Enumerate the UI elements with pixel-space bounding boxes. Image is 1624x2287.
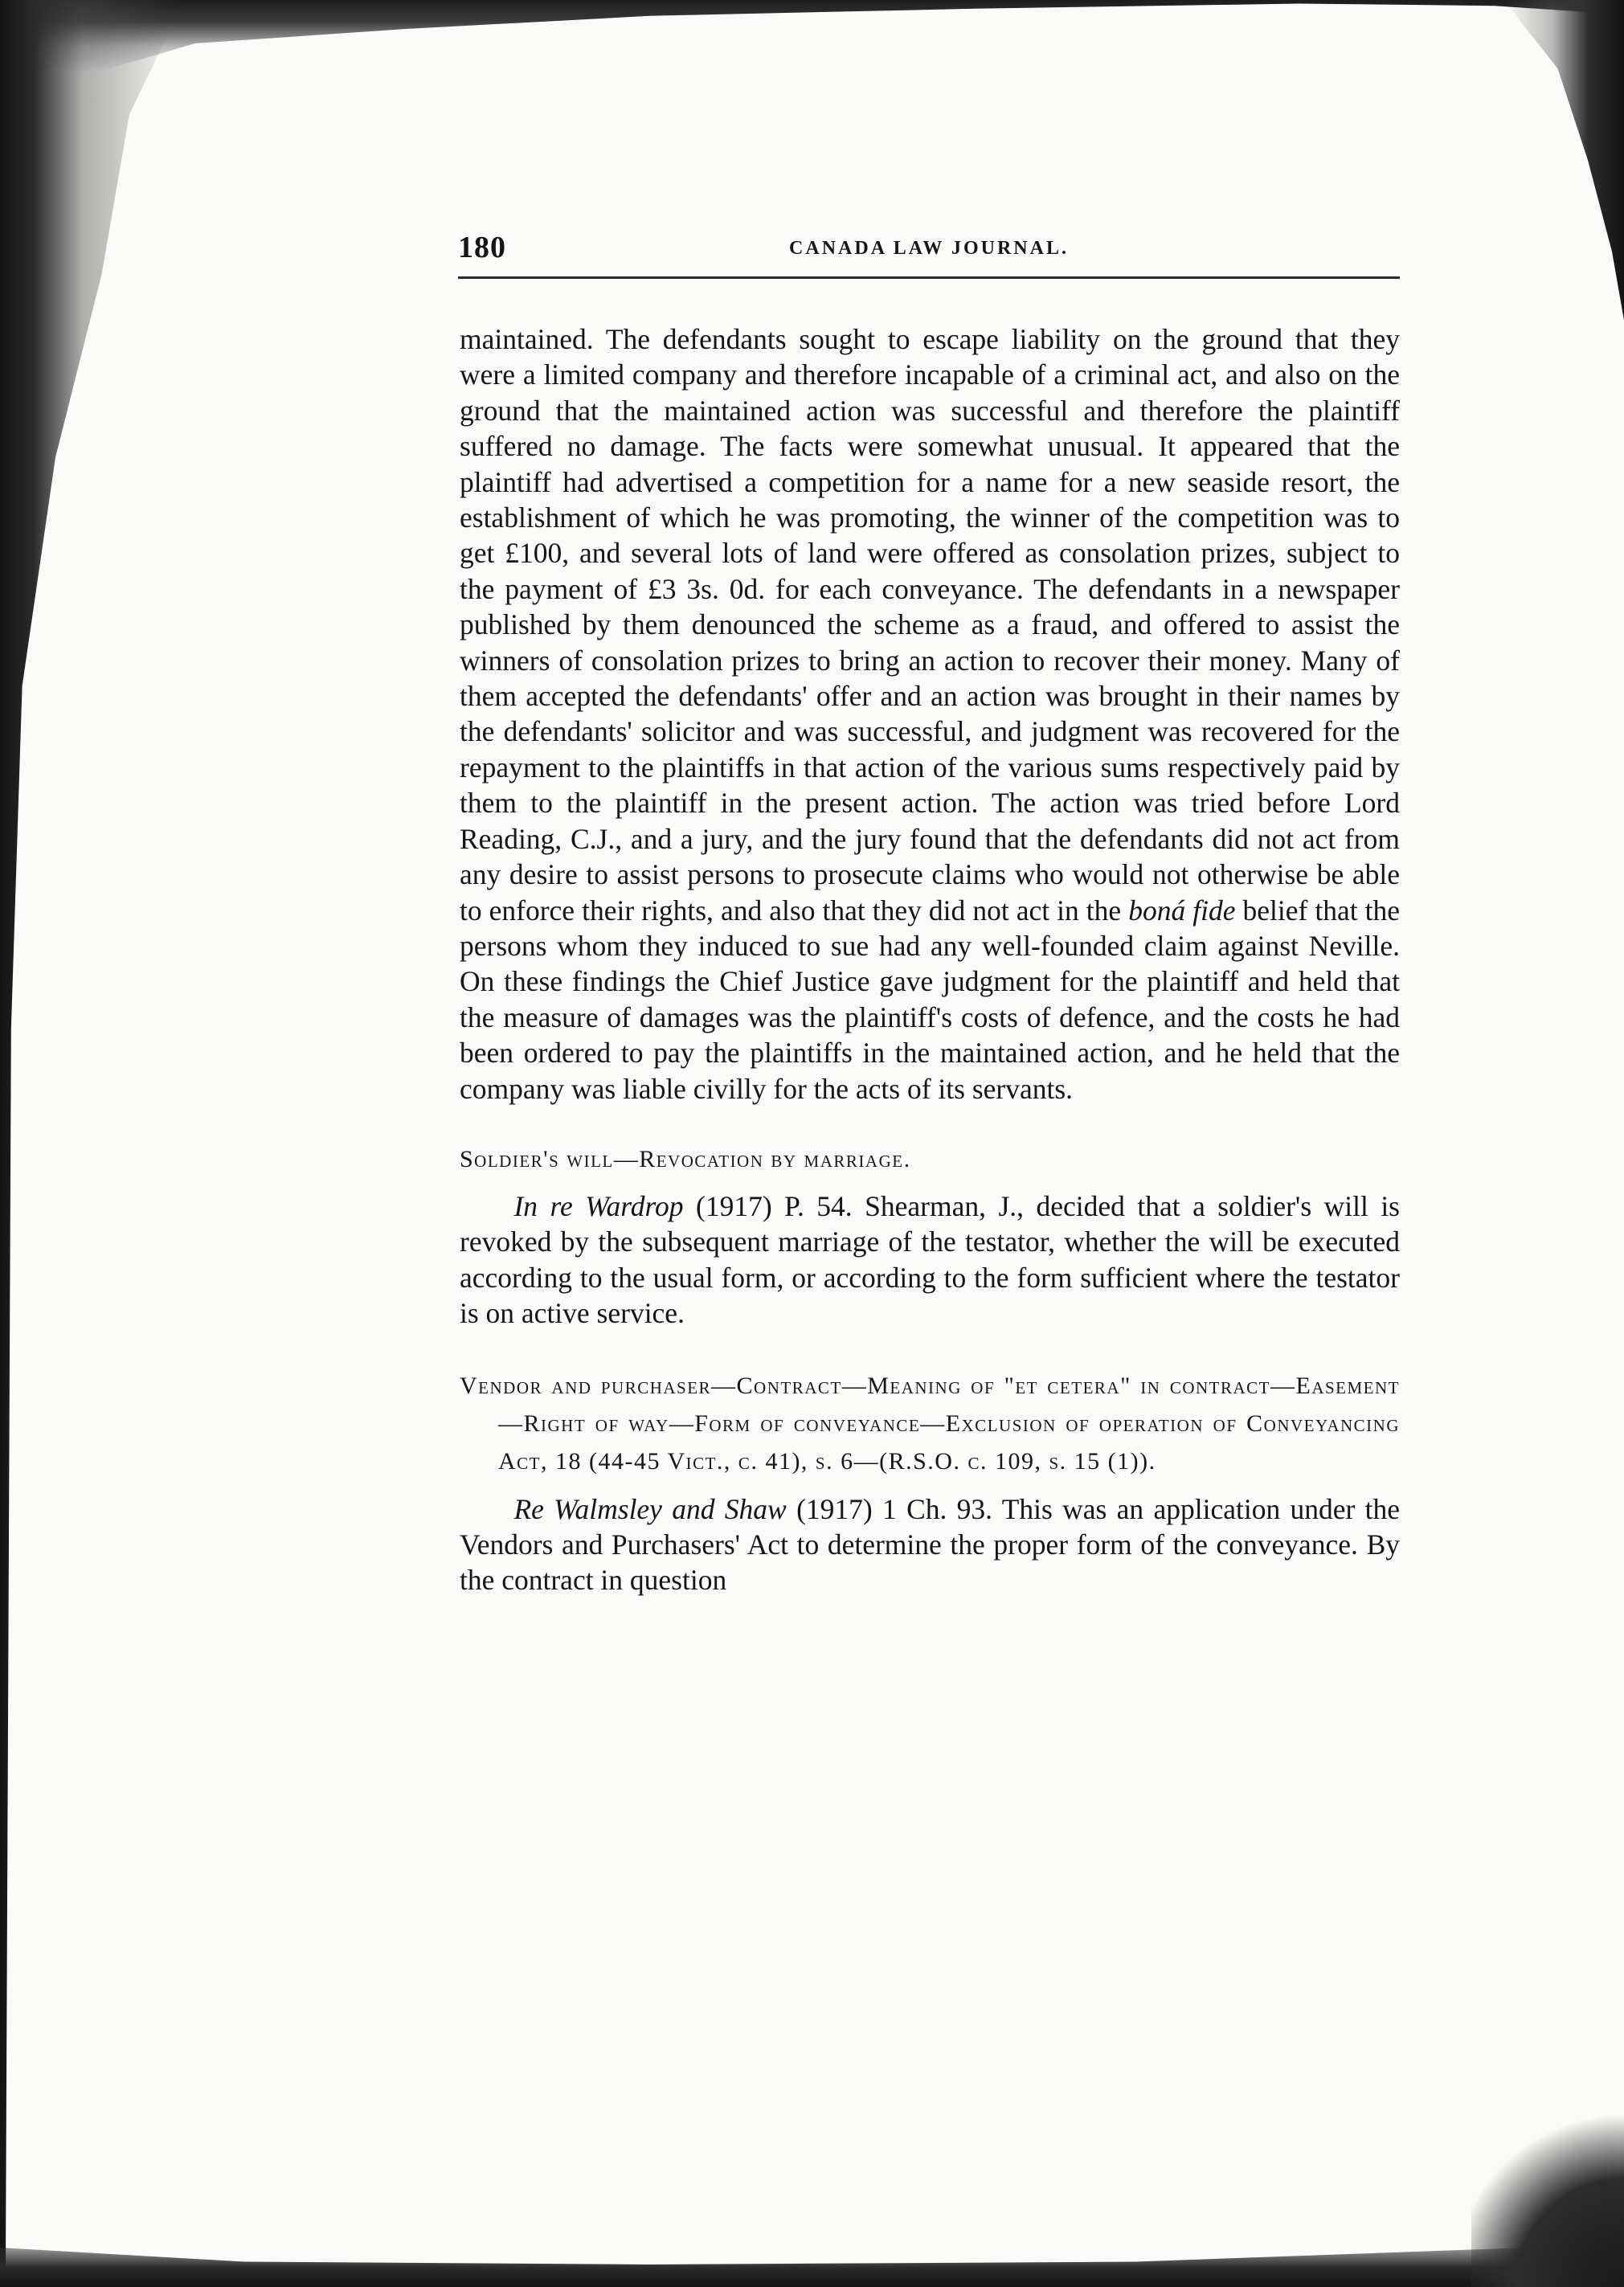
running-head: CANADA LAW JOURNAL. bbox=[789, 238, 1069, 259]
header-rule bbox=[458, 276, 1400, 279]
page-body bbox=[460, 321, 1400, 1598]
paragraph-in-re-wardrop bbox=[460, 1189, 1400, 1332]
scan-shadow-right bbox=[1503, 0, 1624, 2287]
italic-phrase: boná fide bbox=[1128, 894, 1236, 927]
paragraph-continued bbox=[460, 321, 1400, 1107]
case-name: Re Walmsley and Shaw bbox=[513, 1492, 787, 1525]
paragraph-text: maintained. The defendants sought to escape liability on the ground that they were a limited company and therefore incapable of a criminal act, and also on the ground that the maintained action was successful and therefore the plaintiff suffered no damage. The facts were somewhat unusual. It appeared that the plaintiff had advertised a competition for a name for a new seaside resort, the establishment of which he was promoting, the winner of the competition was to get £100, and several lots of land were offered as consolation prizes, subject to the payment of £3 3s. 0d. for each conveyance. The defendants in a newspaper published by them denounced the scheme as a fraud, and offered to assist the winners of consolation prizes to bring an action to recover their money. Many of them accepted the defendants' offer and an action was brought in their names by the defendants' solicitor and was successful, and judgment was recovered for the repayment to the plaintiffs in that action of the various sums respectively paid by them to the plaintiff in the present action. The action was tried before Lord Reading, C.J., and a jury, and the jury found that the defendants did not act from any desire to assist persons to prosecute claims who would not otherwise be able to enforce their rights, and also that they did not act in the bbox=[460, 323, 1400, 927]
page-header bbox=[458, 230, 1400, 270]
section-heading-soldiers-will: Soldier's will—Revocation by marriage. bbox=[460, 1145, 911, 1172]
paragraph-text: (1917) 1 Ch. 93. This was an application under the Vendors and Purchasers' Act to determine the proper form of the conveyance. By the contract in question bbox=[460, 1492, 1401, 1597]
page-number: 180 bbox=[458, 231, 506, 264]
scan-shadow-corner bbox=[1471, 2102, 1624, 2287]
paragraph-re-walmsley bbox=[460, 1491, 1400, 1598]
scan-shadow-top bbox=[0, 0, 1624, 72]
section-heading-vendor-purchaser: Vendor and purchaser—Contract—Meaning of "et cetera" in contract—Easement—Right of way—Form of conveyance—Exclusion of operation of Conveyancing Act, 18 (44-45 Vict., c. 41), s. 6—(R.S.O. c. 109, s. 15 (1)). bbox=[460, 1372, 1400, 1475]
scan-shadow-bottom bbox=[0, 2231, 1624, 2287]
paragraph-text-end: belief that the persons whom they induced to sue had any well-founded claim against Neville. On these findings the Chief Justice gave judgment for the plaintiff and held that the measure of damages was the plaintiff's costs of defence, and the costs he had been ordered to pay the plaintiffs in the maintained action, and he held that the company was liable civilly for the acts of its servants. bbox=[460, 894, 1401, 1105]
scan-shadow-left bbox=[0, 0, 185, 2287]
paragraph-text: (1917) P. 54. Shearman, J., decided that a soldier's will is revoked by the subsequent marriage of the testator, whether the will be executed according to the usual form, or according to the form sufficient where the testator is on active service. bbox=[460, 1189, 1400, 1330]
case-name: In re Wardrop bbox=[513, 1189, 684, 1222]
